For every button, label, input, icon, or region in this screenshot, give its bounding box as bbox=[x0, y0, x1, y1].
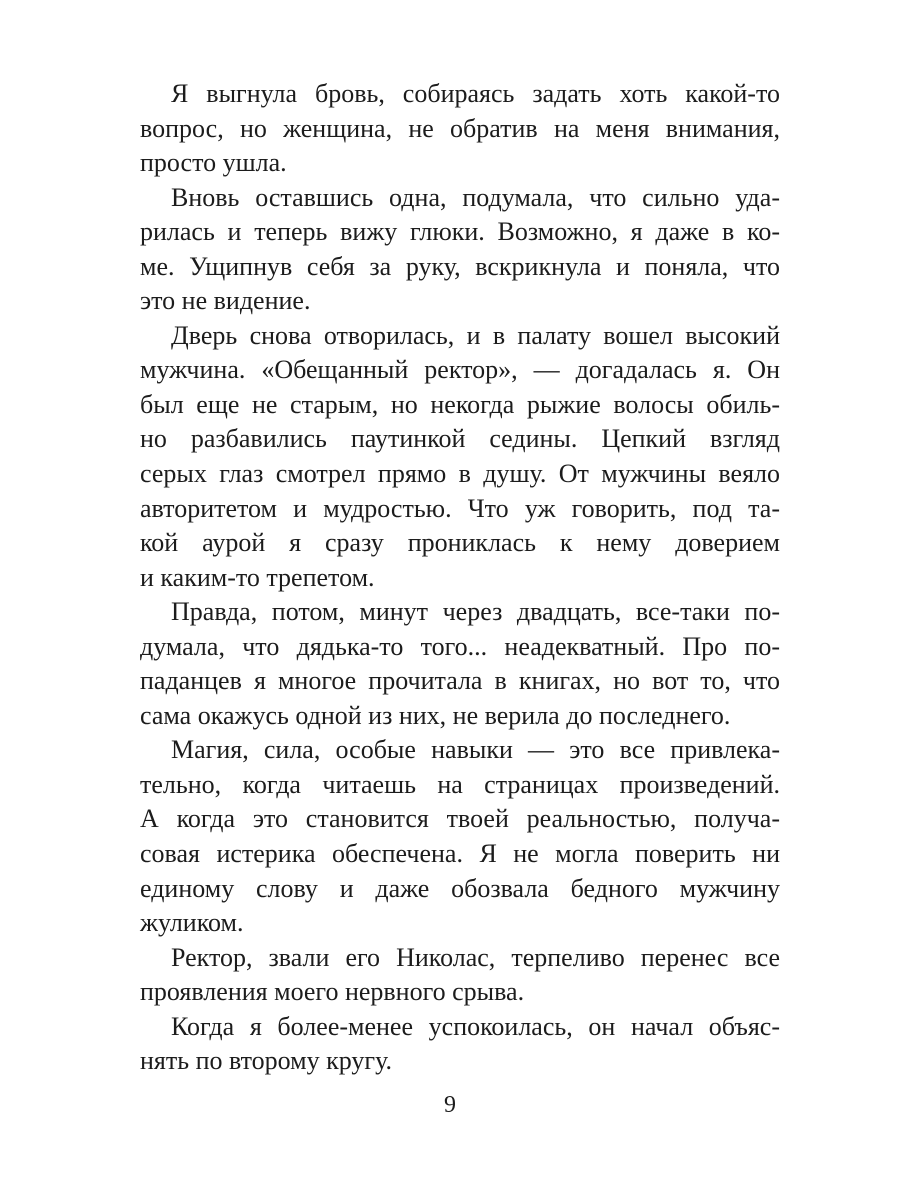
paragraph bbox=[140, 181, 780, 319]
paragraph bbox=[140, 77, 780, 181]
text-line: кой аурой я сразу прониклась к нему доверием bbox=[140, 528, 780, 558]
page-number: 9 bbox=[444, 1092, 456, 1118]
text-line: рилась и теперь вижу глюки. Возможно, я даже в ко- bbox=[140, 217, 780, 247]
text-line: единому слову и даже обозвала бедного мужчину bbox=[140, 873, 780, 903]
paragraph bbox=[140, 733, 780, 940]
paragraph bbox=[140, 595, 780, 733]
paragraph bbox=[140, 1010, 780, 1079]
text-line: Ректор, звали его Николас, терпеливо перенес все bbox=[171, 942, 780, 972]
paragraph bbox=[140, 941, 780, 1010]
text-line: думала, что дядька-то того... неадекватный. Про по- bbox=[140, 631, 780, 661]
text-line: жуликом. bbox=[140, 908, 244, 938]
text-line: и каким-то трепетом. bbox=[140, 562, 375, 592]
text-line: мужчина. «Обещанный ректор», — догадалась я. Он bbox=[140, 355, 780, 385]
text-line: Дверь снова отворилась, и в палату вошел высокий bbox=[171, 320, 780, 350]
text-line: Вновь оставшись одна, подумала, что сильно уда- bbox=[171, 182, 780, 212]
text-line: просто ушла. bbox=[140, 148, 287, 178]
text-line: А когда это становится твоей реальностью, получа- bbox=[140, 804, 780, 834]
text-line: был еще не старым, но некогда рыжие волосы обиль- bbox=[140, 389, 780, 419]
paragraph bbox=[140, 319, 780, 595]
text-line: это не видение. bbox=[140, 286, 311, 316]
text-line: Я выгнула бровь, собираясь задать хоть какой-то bbox=[171, 79, 780, 108]
text-line: ме. Ущипнув себя за руку, вскрикнула и поняла, что bbox=[140, 251, 780, 281]
text-line: Когда я более-менее успокоилась, он начал объяс- bbox=[171, 1011, 780, 1041]
text-line: тельно, когда читаешь на страницах произведений. bbox=[140, 769, 780, 799]
text-line: авторитетом и мудростью. Что уж говорить, под та- bbox=[140, 493, 780, 523]
text-line: Правда, потом, минут через двадцать, все-таки по- bbox=[171, 597, 780, 627]
text-line: нять по второму кругу. bbox=[140, 1046, 392, 1076]
text-line: совая истерика обеспечена. Я не могла поверить ни bbox=[140, 839, 780, 869]
text-line: но разбавились паутинкой седины. Цепкий взгляд bbox=[140, 424, 780, 454]
text-line: проявления моего нервного срыва. bbox=[140, 977, 525, 1007]
text-line: серых глаз смотрел прямо в душу. От мужчины веяло bbox=[140, 459, 780, 489]
body-text bbox=[140, 77, 780, 1079]
text-line: сама окажусь одной из них, не верила до последнего. bbox=[140, 700, 731, 730]
text-line: паданцев я многое прочитала в книгах, но вот то, что bbox=[140, 666, 780, 696]
text-line: вопрос, но женщина, не обратив на меня внимания, bbox=[140, 113, 780, 143]
text-line: Магия, сила, особые навыки — это все привлека- bbox=[171, 735, 780, 765]
